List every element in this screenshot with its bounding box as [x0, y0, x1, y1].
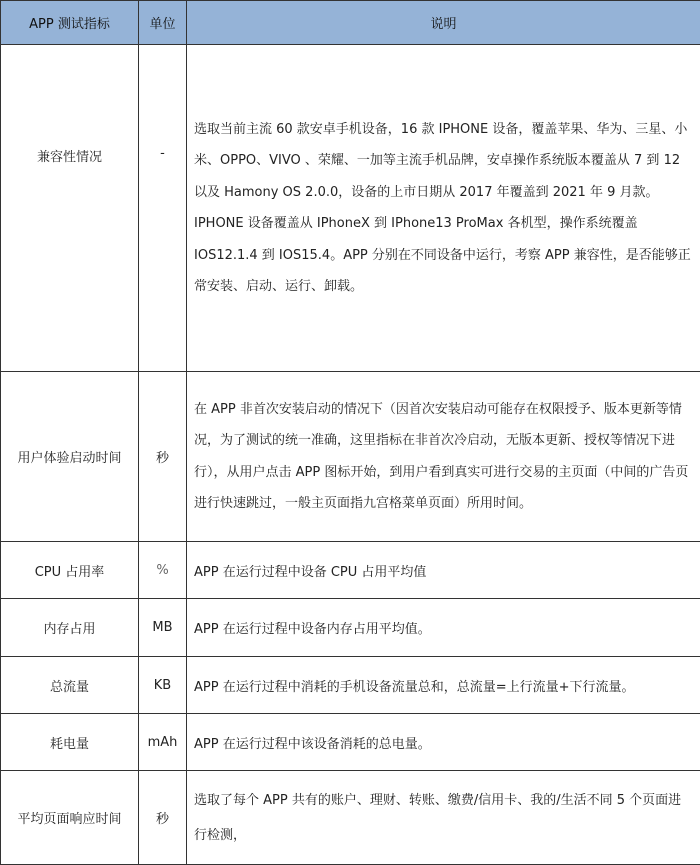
metric-description: 在 APP 非首次安装启动的情况下（因首次安装启动可能存在权限授予、版本更新等情况，为了测试的统一准确，这里指标在非首次冷启动，无版本更新、授权等情况下进行），从用户点击 APP 图标开始，到用户看到真实可进行交易的主页面（中间的广告页进行快速跳过，一般主页面指九宫格菜单页面）所用时间。 [187, 372, 700, 542]
table-row [1, 771, 700, 865]
metric-description: 选取当前主流 60 款安卓手机设备，16 款 IPHONE 设备，覆盖苹果、华为、三星、小米、OPPO、VIVO 、荣耀、一加等主流手机品牌，安卓操作系统版本覆盖从 7 到 12 以及 Hamony OS 2.0.0，设备的上市日期从 2017 年覆盖到 2021 年 9 月款。IPHONE 设备覆盖从 IPhoneX 到 IPhone13 ProMax 各机型，操作系统覆盖 IOS12.1.4 到 IOS15.4。APP 分别在不同设备中运行，考察 APP 兼容性，是否能够正常安装、启动、运行、卸载。 [187, 45, 700, 372]
header-description: 说明 [187, 1, 700, 45]
metric-unit: - [139, 45, 187, 372]
metric-description: APP 在运行过程中消耗的手机设备流量总和，总流量=上行流量+下行流量。 [187, 657, 700, 714]
table-row [1, 599, 700, 657]
metric-description: APP 在运行过程中设备内存占用平均值。 [187, 599, 700, 657]
metric-name: 兼容性情况 [1, 45, 139, 372]
header-unit: 单位 [139, 1, 187, 45]
metric-unit: MB [139, 599, 187, 657]
metric-unit: 秒 [139, 372, 187, 542]
metric-unit: KB [139, 657, 187, 714]
metric-name: 用户体验启动时间 [1, 372, 139, 542]
header-row [1, 1, 700, 45]
metric-description: APP 在运行过程中设备 CPU 占用平均值 [187, 542, 700, 599]
metric-name: CPU 占用率 [1, 542, 139, 599]
table-row [1, 542, 700, 599]
metric-unit: % [139, 542, 187, 599]
metric-name: 总流量 [1, 657, 139, 714]
table-row [1, 714, 700, 771]
metric-description: 选取了每个 APP 共有的账户、理财、转账、缴费/信用卡、我的/生活不同 5 个页面进行检测， [187, 771, 700, 865]
metric-name: 平均页面响应时间 [1, 771, 139, 865]
metric-description: APP 在运行过程中该设备消耗的总电量。 [187, 714, 700, 771]
metric-unit: mAh [139, 714, 187, 771]
metric-name: 内存占用 [1, 599, 139, 657]
header-metric: APP 测试指标 [1, 1, 139, 45]
table-row [1, 45, 700, 372]
table-row [1, 372, 700, 542]
table-row [1, 657, 700, 714]
metric-name: 耗电量 [1, 714, 139, 771]
metric-unit: 秒 [139, 771, 187, 865]
